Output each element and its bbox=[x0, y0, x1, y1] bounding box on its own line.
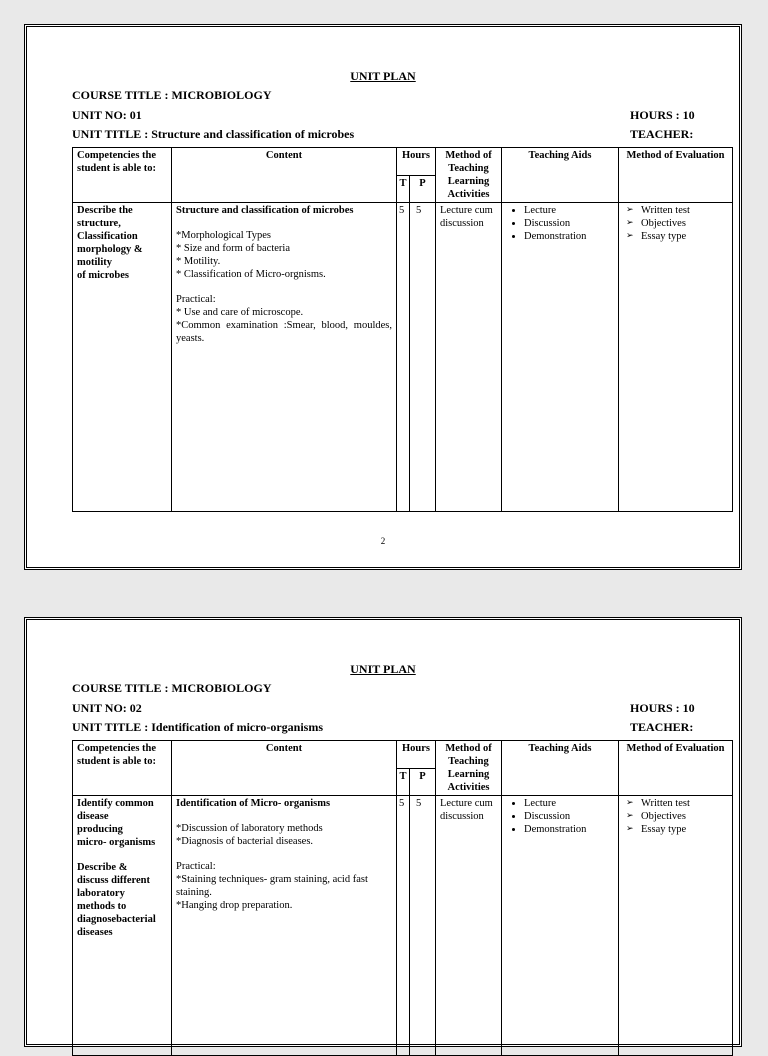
hours-total: HOURS : 10 bbox=[630, 108, 695, 122]
header-hours: Hours bbox=[397, 148, 436, 176]
competency-line: micro- organisms bbox=[77, 837, 156, 848]
aids-cell bbox=[502, 796, 619, 1056]
competencies-cell bbox=[73, 203, 172, 512]
practical-line: *Staining techniques- gram staining, acid fast staining. bbox=[176, 874, 368, 898]
competency-line: disease bbox=[77, 811, 109, 822]
course-title: COURSE TITLE : MICROBIOLOGY bbox=[72, 88, 272, 102]
header-p: P bbox=[410, 769, 436, 796]
page-number: 2 bbox=[380, 536, 386, 546]
content-line: *Diagnosis of bacterial diseases. bbox=[176, 836, 314, 847]
competency-line: motility bbox=[77, 257, 112, 268]
competency-line: Describe & bbox=[77, 862, 128, 873]
course-title: COURSE TITLE : MICROBIOLOGY bbox=[72, 681, 272, 695]
content-line: * Motility. bbox=[176, 256, 221, 267]
header-content: Content bbox=[172, 741, 397, 796]
evaluation-cell bbox=[619, 796, 733, 1056]
unit-number: UNIT NO: 02 bbox=[72, 701, 142, 715]
practical-label: Practical: bbox=[176, 861, 216, 872]
competency-line: discuss different bbox=[77, 875, 151, 886]
teacher-label: TEACHER: bbox=[630, 127, 694, 141]
unit-title: UNIT TITLE : Identification of micro-organisms bbox=[72, 720, 324, 734]
unit-title: UNIT TITLE : Structure and classification of microbes bbox=[72, 127, 355, 141]
evaluation-item: ➢ Objectives bbox=[641, 810, 728, 823]
aid-item: • Demonstration bbox=[524, 230, 614, 243]
document-page-2 bbox=[24, 617, 742, 1047]
aid-item: • Discussion bbox=[524, 810, 614, 823]
practical-label: Practical: bbox=[176, 294, 216, 305]
aids-cell bbox=[502, 203, 619, 512]
aid-item: • Lecture bbox=[524, 797, 614, 810]
header-competencies: Competencies the student is able to: bbox=[73, 741, 172, 796]
theory-hours: 5 bbox=[397, 796, 410, 1056]
unit-plan-table bbox=[72, 740, 733, 1056]
header-aids: Teaching Aids bbox=[502, 741, 619, 796]
competency-line: structure, bbox=[77, 218, 121, 229]
practical-line: *Common examination :Smear, blood, mouldes, yeasts. bbox=[176, 320, 392, 344]
practical-hours: 5 bbox=[410, 203, 436, 512]
practical-hours: 5 bbox=[410, 796, 436, 1056]
header-t: T bbox=[397, 176, 410, 203]
competency-line: producing bbox=[77, 824, 123, 835]
header-content: Content bbox=[172, 148, 397, 203]
competency-word: Describe the bbox=[77, 205, 133, 216]
content-line: *Discussion of laboratory methods bbox=[176, 823, 323, 834]
evaluation-cell bbox=[619, 203, 733, 512]
aid-item: • Lecture bbox=[524, 204, 614, 217]
header-evaluation: Method of Evaluation bbox=[619, 741, 733, 796]
evaluation-item: ➢ Objectives bbox=[641, 217, 728, 230]
content-line: * Size and form of bacteria bbox=[176, 243, 290, 254]
evaluation-item: ➢ Essay type bbox=[641, 230, 728, 243]
method-cell: Lecture cum discussion bbox=[436, 796, 502, 1056]
theory-hours: 5 bbox=[397, 203, 410, 512]
aid-item: • Discussion bbox=[524, 217, 614, 230]
competency-line: diseases bbox=[77, 927, 113, 938]
evaluation-item: ➢ Essay type bbox=[641, 823, 728, 836]
unit-plan-table bbox=[72, 147, 733, 512]
header-method: Method of Teaching Learning Activities bbox=[436, 148, 502, 203]
evaluation-item: ➢ Written test bbox=[641, 797, 728, 810]
practical-line: *Hanging drop preparation. bbox=[176, 900, 293, 911]
header-aids: Teaching Aids bbox=[502, 148, 619, 203]
aid-item: • Demonstration bbox=[524, 823, 614, 836]
competency-line: methods to bbox=[77, 901, 127, 912]
header-p: P bbox=[410, 176, 436, 203]
document-page-1 bbox=[24, 24, 742, 570]
content-line: * Classification of Micro-orgnisms. bbox=[176, 269, 326, 280]
competency-line: Identify common bbox=[77, 798, 154, 809]
evaluation-item: ➢ Written test bbox=[641, 204, 728, 217]
content-cell bbox=[172, 203, 397, 512]
competency-line: of microbes bbox=[77, 270, 130, 281]
unit-plan-heading: UNIT PLAN bbox=[350, 662, 416, 676]
unit-plan-heading: UNIT PLAN bbox=[350, 69, 416, 83]
content-cell bbox=[172, 796, 397, 1056]
content-line: *Morphological Types bbox=[176, 230, 272, 241]
header-evaluation: Method of Evaluation bbox=[619, 148, 733, 203]
competencies-cell bbox=[73, 796, 172, 1056]
competency-line: diagnosebacterial bbox=[77, 914, 156, 925]
competency-line: Classification bbox=[77, 231, 138, 242]
content-title: Structure and classification of microbes bbox=[176, 205, 354, 216]
competency-line: morphology & bbox=[77, 244, 143, 255]
header-method: Method of Teaching Learning Activities bbox=[436, 741, 502, 796]
header-hours: Hours bbox=[397, 741, 436, 769]
header-competencies: Competencies the student is able to: bbox=[73, 148, 172, 203]
hours-total: HOURS : 10 bbox=[630, 701, 695, 715]
unit-number: UNIT NO: 01 bbox=[72, 108, 142, 122]
practical-line: * Use and care of microscope. bbox=[176, 307, 304, 318]
header-t: T bbox=[397, 769, 410, 796]
method-cell: Lecture cum discussion bbox=[436, 203, 502, 512]
teacher-label: TEACHER: bbox=[630, 720, 694, 734]
competency-line: laboratory bbox=[77, 888, 125, 899]
content-title: Identification of Micro- organisms bbox=[176, 798, 331, 809]
